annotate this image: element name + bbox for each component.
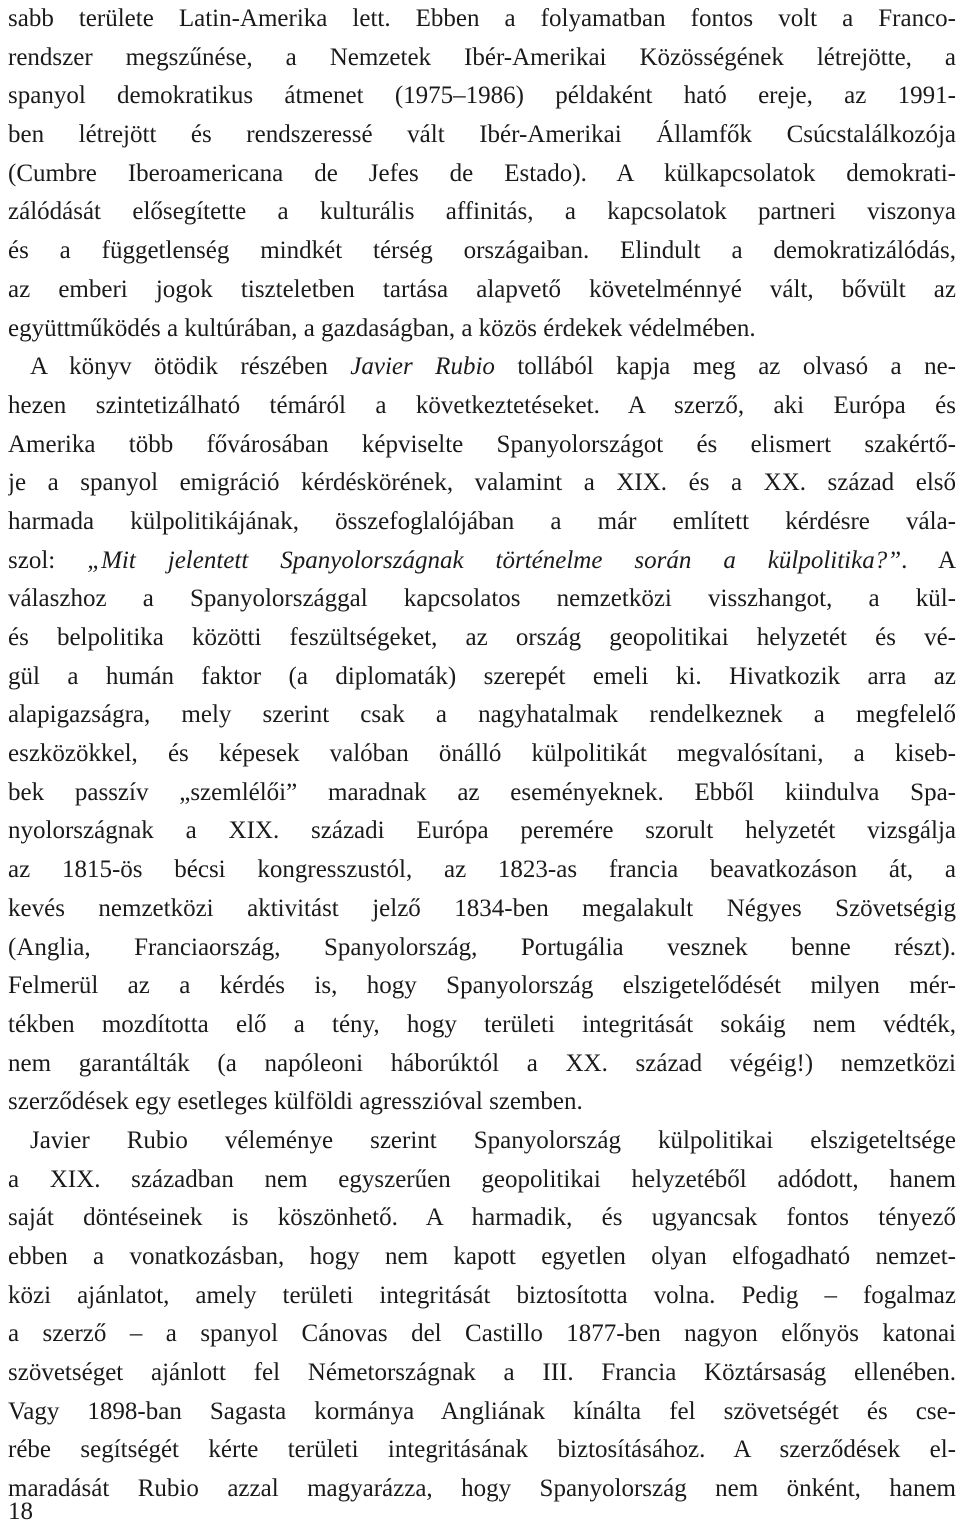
text-line: Vagy 1898-ban Sagasta kormánya Angliának kínálta fel szövetségét és cse- xyxy=(8,1397,956,1425)
text-line xyxy=(8,348,956,387)
text-line: zálódását elősegítette a kulturális affinitás, a kapcsolatok partneri viszonya xyxy=(8,198,956,226)
text-line: közi ajánlatot, amely területi integritását biztosította volna. Pedig – fogalmaz xyxy=(8,1281,956,1309)
author-name-italic: Javier Rubio xyxy=(350,353,495,381)
text-line: szerződések egy esetleges külföldi agresszióval szemben. xyxy=(8,1088,583,1116)
text-line: saját döntéseinek is köszönhető. A harmadik, és ugyancsak fontos tényező xyxy=(8,1204,956,1232)
text-line: és a függetlenség mindkét térség országaiban. Elindult a demokratizálódás, xyxy=(8,237,956,265)
text-line: az 1815-ös bécsi kongresszustól, az 1823-as francia beavatkozáson át, a xyxy=(8,856,956,884)
text-line: ben létrejött és rendszeressé vált Ibér-Amerikai Államfők Csúcstalálkozója xyxy=(8,121,956,149)
text-segment: szol: xyxy=(8,546,88,574)
text-segment: A könyv ötödik részében xyxy=(30,353,351,381)
page-number: 18 xyxy=(8,1498,33,1525)
text-line: és belpolitika közötti feszültségeket, az ország geopolitikai helyzetét és vé- xyxy=(8,624,956,651)
text-line: Felmerül az a kérdés is, hogy Spanyolország elszigetelődését milyen mér- xyxy=(8,972,956,1000)
text-line: rendszer megszűnése, a Nemzetek Ibér-Amerikai Közösségének létrejötte, a xyxy=(8,43,956,71)
text-line xyxy=(8,542,956,581)
text-line: kevés nemzetközi aktivitást jelző 1834-ben megalakult Négyes Szövetségig xyxy=(8,894,956,922)
text-segment: tollából kapja meg az olvasó a ne- xyxy=(494,353,956,381)
text-line: gül a humán faktor (a diplomaták) szerepét emeli ki. Hivatkozik arra az xyxy=(8,662,956,690)
text-line: ebben a vonatkozásban, hogy nem kapott egyetlen olyan elfogadható nemzet- xyxy=(8,1243,956,1270)
text-line: Javier Rubio véleménye szerint Spanyolország külpolitikai elszigeteltsége xyxy=(30,1126,956,1154)
text-line: hezen szintetizálható témáról a következtetéseket. A szerző, aki Európa és xyxy=(8,391,956,419)
text-line: a szerző – a spanyol Cánovas del Castillo 1877-ben nagyon előnyös katonai xyxy=(8,1320,956,1348)
text-line: spanyol demokratikus átmenet (1975–1986) példaként ható ereje, az 1991- xyxy=(8,82,956,110)
text-line: nyolországnak a XIX. századi Európa peremére szorult helyzetét vizsgálja xyxy=(8,817,956,845)
text-line: rébe segítségét kérte területi integritásának biztosításához. A szerződések el- xyxy=(8,1436,956,1464)
text-line: válaszhoz a Spanyolországgal kapcsolatos nemzetközi visszhangot, a kül- xyxy=(8,585,956,613)
text-line: (Anglia, Franciaország, Spanyolország, Portugália vesznek benne részt). xyxy=(8,933,956,961)
text-line: az emberi jogok tiszteletben tartása alapvető követelménnyé vált, bővült az xyxy=(8,275,956,303)
text-line: maradását Rubio azzal magyarázza, hogy Spanyolország nem önként, hanem xyxy=(8,1475,956,1503)
text-line: nem garantálták (a napóleoni háborúktól a XX. század végéig!) nemzetközi xyxy=(8,1049,956,1077)
text-line: je a spanyol emigráció kérdéskörének, valamint a XIX. és a XX. század első xyxy=(8,469,956,497)
text-line: együttműködés a kultúrában, a gazdaságban, a közös érdekek védelmében. xyxy=(8,314,756,342)
text-line: sabb területe Latin-Amerika lett. Ebben a folyamatban fontos volt a Franco- xyxy=(8,5,956,32)
text-line: harmada külpolitikájának, összefoglalójában a már említett kérdésre vála- xyxy=(8,507,956,535)
text-line: Amerika több fővárosában képviselte Spanyolországot és elismert szakértő- xyxy=(8,430,956,458)
text-line: bek passzív „szemlélői” maradnak az eseményeknek. Ebből kiindulva Spa- xyxy=(8,778,956,806)
text-line: szövetséget ajánlott fel Németországnak a III. Francia Köztársaság ellenében. xyxy=(8,1359,956,1387)
body-text xyxy=(8,0,956,1509)
text-line: (Cumbre Iberoamericana de Jefes de Estado). A külkapcsolatok demokrati- xyxy=(8,159,956,187)
text-line: a XIX. században nem egyszerűen geopolitikai helyzetéből adódott, hanem xyxy=(8,1165,956,1193)
text-line: tékben mozdította elő a tény, hogy területi integritását sokáig nem védték, xyxy=(8,1010,956,1038)
text-line: eszközökkel, és képesek valóban önálló külpolitikát megvalósítani, a kiseb- xyxy=(8,740,956,768)
quoted-question-italic: „Mit jelentett Spanyolországnak történelme során a külpolitika?” xyxy=(87,546,902,574)
text-line: alapigazságra, mely szerint csak a nagyhatalmak rendelkeznek a megfelelő xyxy=(8,701,956,729)
text-segment: . A xyxy=(901,546,956,574)
